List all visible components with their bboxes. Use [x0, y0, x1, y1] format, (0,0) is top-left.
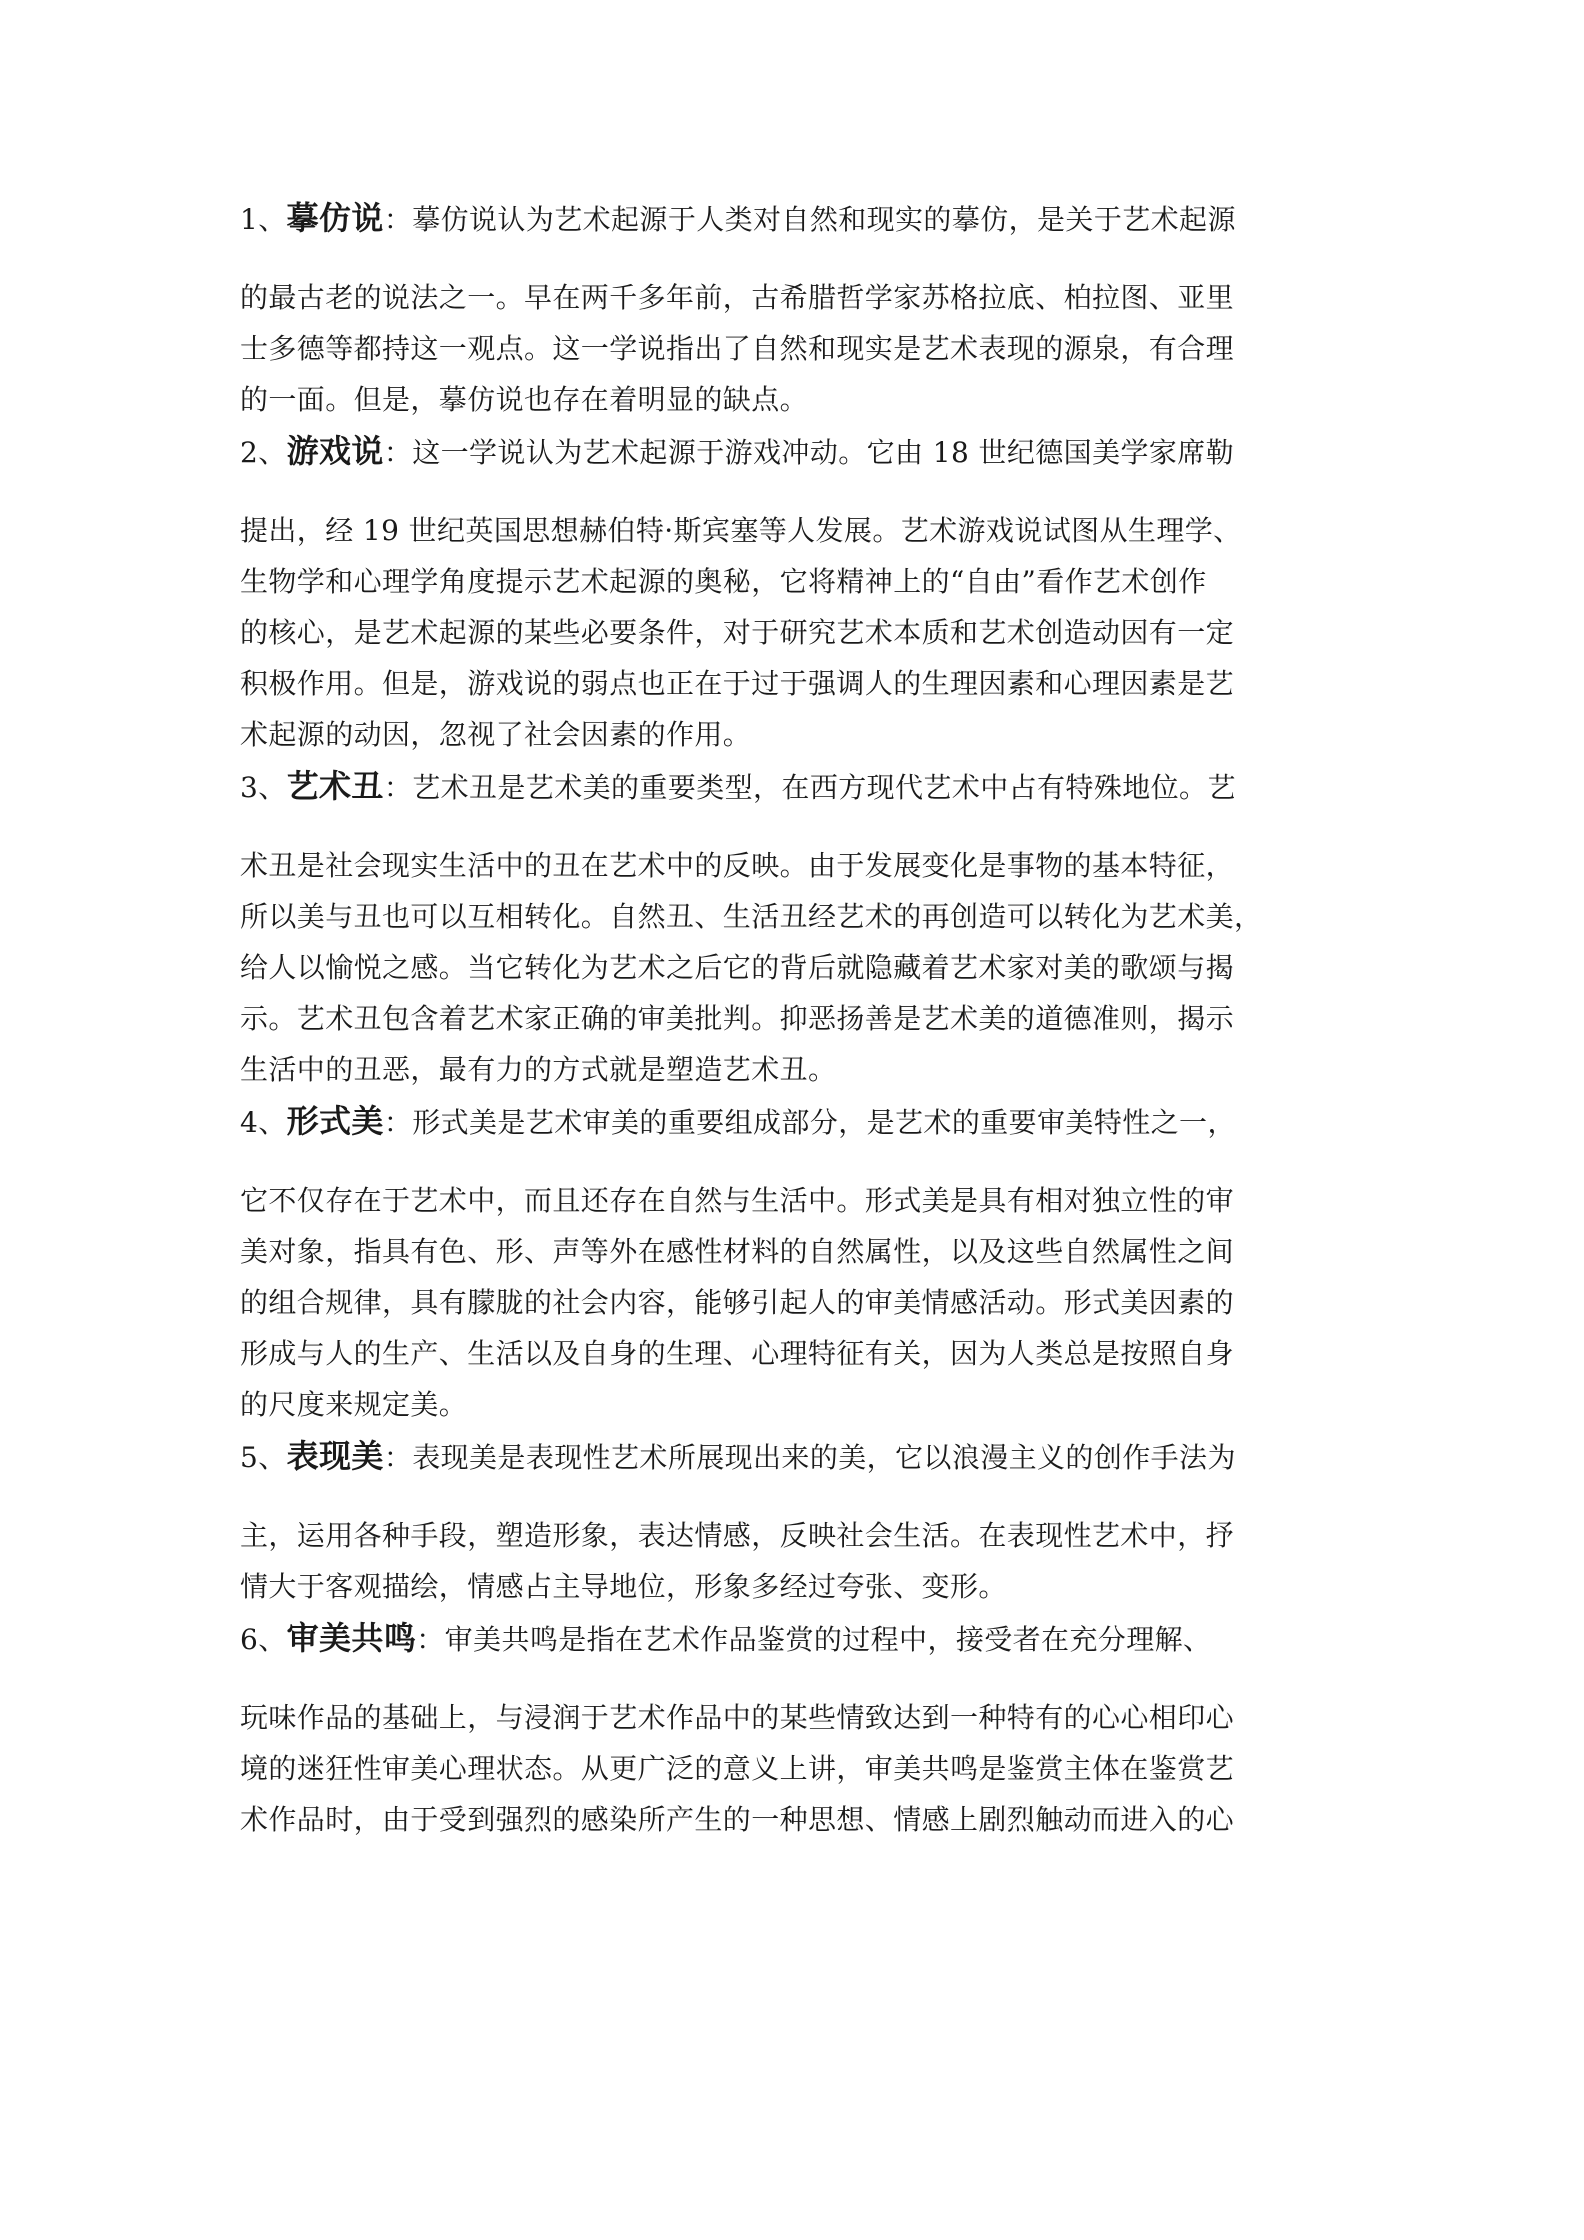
entry-line: 情大于客观描绘，情感占主导地位，形象多经过夸张、变形。 [240, 1570, 1007, 1603]
entry-term: 游戏说 [286, 432, 384, 470]
entry-line: 积极作用。但是，游戏说的弱点也正在于过于强调人的生理因素和心理因素是艺 [240, 667, 1235, 700]
entry-3 [240, 766, 1348, 1090]
entry-first-line [240, 1436, 1348, 1476]
entry-number: 3、 [240, 771, 287, 804]
entry-text: 艺术丑是艺术美的重要类型，在西方现代艺术中占有特殊地位。艺 [412, 771, 1236, 804]
entry-text: 表现美是表现性艺术所展现出来的美，它以浪漫主义的创作手法为 [412, 1441, 1236, 1474]
entry-line: 所以美与丑也可以互相转化。自然丑、生活丑经艺术的再创造可以转化为艺术美， [240, 900, 1263, 933]
entry-separator: ： [383, 203, 413, 236]
entry-line: 士多德等都持这一观点。这一学说指出了自然和现实是艺术表现的源泉，有合理 [240, 332, 1235, 365]
entry-text: 形式美是艺术审美的重要组成部分，是艺术的重要审美特性之一， [412, 1106, 1236, 1139]
document-body [240, 198, 1348, 1851]
entry-number: 6、 [240, 1623, 287, 1656]
entry-first-line [240, 431, 1348, 471]
entry-line: 它不仅存在于艺术中，而且还存在自然与生活中。形式美是具有相对独立性的审 [240, 1184, 1235, 1217]
entry-4 [240, 1101, 1348, 1425]
entry-line: 术丑是社会现实生活中的丑在艺术中的反映。由于发展变化是事物的基本特征， [240, 849, 1235, 882]
entry-line: 示。艺术丑包含着艺术家正确的审美批判。抑恶扬善是艺术美的道德准则，揭示 [240, 1002, 1235, 1035]
entry-line: 术起源的动因，忽视了社会因素的作用。 [240, 718, 752, 751]
entry-line: 的一面。但是，摹仿说也存在着明显的缺点。 [240, 383, 809, 416]
entry-term: 形式美 [286, 1102, 384, 1140]
entry-line: 美对象，指具有色、形、声等外在感性材料的自然属性，以及这些自然属性之间 [240, 1235, 1235, 1268]
entry-separator: ： [383, 1106, 413, 1139]
entry-text: 摹仿说认为艺术起源于人类对自然和现实的摹仿，是关于艺术起源 [412, 203, 1236, 236]
entry-separator: ： [383, 436, 413, 469]
entry-number: 1、 [240, 203, 287, 236]
entry-first-line [240, 198, 1348, 238]
entry-term: 摹仿说 [286, 199, 384, 237]
entry-6 [240, 1618, 1348, 1840]
entry-first-line [240, 1101, 1348, 1141]
entry-2 [240, 431, 1348, 755]
entry-5 [240, 1436, 1348, 1607]
entry-first-line [240, 766, 1348, 806]
entry-number: 5、 [240, 1441, 287, 1474]
entry-line: 提出，经 19 世纪英国思想赫伯特·斯宾塞等人发展。艺术游戏说试图从生理学、 [240, 514, 1242, 547]
entry-1 [240, 198, 1348, 420]
entry-term: 表现美 [286, 1437, 384, 1475]
entry-line: 术作品时，由于受到强烈的感染所产生的一种思想、情感上剧烈触动而进入的心 [240, 1803, 1235, 1836]
entry-line: 生活中的丑恶，最有力的方式就是塑造艺术丑。 [240, 1053, 837, 1086]
entry-line: 的尺度来规定美。 [240, 1388, 468, 1421]
entry-number: 4、 [240, 1106, 287, 1139]
entry-line: 形成与人的生产、生活以及自身的生理、心理特征有关，因为人类总是按照自身 [240, 1337, 1235, 1370]
entry-line: 的最古老的说法之一。早在两千多年前，古希腊哲学家苏格拉底、柏拉图、亚里 [240, 281, 1235, 314]
entry-term: 艺术丑 [286, 767, 384, 805]
entry-term: 审美共鸣 [286, 1619, 417, 1657]
entry-separator: ： [383, 771, 413, 804]
entry-separator: ： [383, 1441, 413, 1474]
entry-line: 生物学和心理学角度提示艺术起源的奥秘，它将精神上的“自由”看作艺术创作 [240, 565, 1207, 598]
entry-line: 的核心，是艺术起源的某些必要条件，对于研究艺术本质和艺术创造动因有一定 [240, 616, 1235, 649]
entry-number: 2、 [240, 436, 287, 469]
entry-line: 主，运用各种手段，塑造形象，表达情感，反映社会生活。在表现性艺术中，抒 [240, 1519, 1235, 1552]
entry-line: 给人以愉悦之感。当它转化为艺术之后它的背后就隐藏着艺术家对美的歌颂与揭 [240, 951, 1235, 984]
entry-separator: ： [416, 1623, 445, 1656]
entry-line: 玩味作品的基础上，与浸润于艺术作品中的某些情致达到一种特有的心心相印心 [240, 1701, 1235, 1734]
entry-text: 这一学说认为艺术起源于游戏冲动。它由 18 世纪德国美学家席勒 [412, 436, 1235, 469]
entry-line: 的组合规律，具有朦胧的社会内容，能够引起人的审美情感活动。形式美因素的 [240, 1286, 1235, 1319]
entry-first-line [240, 1618, 1348, 1658]
entry-line: 境的迷狂性审美心理状态。从更广泛的意义上讲，审美共鸣是鉴赏主体在鉴赏艺 [240, 1752, 1235, 1785]
entry-text: 审美共鸣是指在艺术作品鉴赏的过程中，接受者在充分理解、 [444, 1623, 1212, 1656]
